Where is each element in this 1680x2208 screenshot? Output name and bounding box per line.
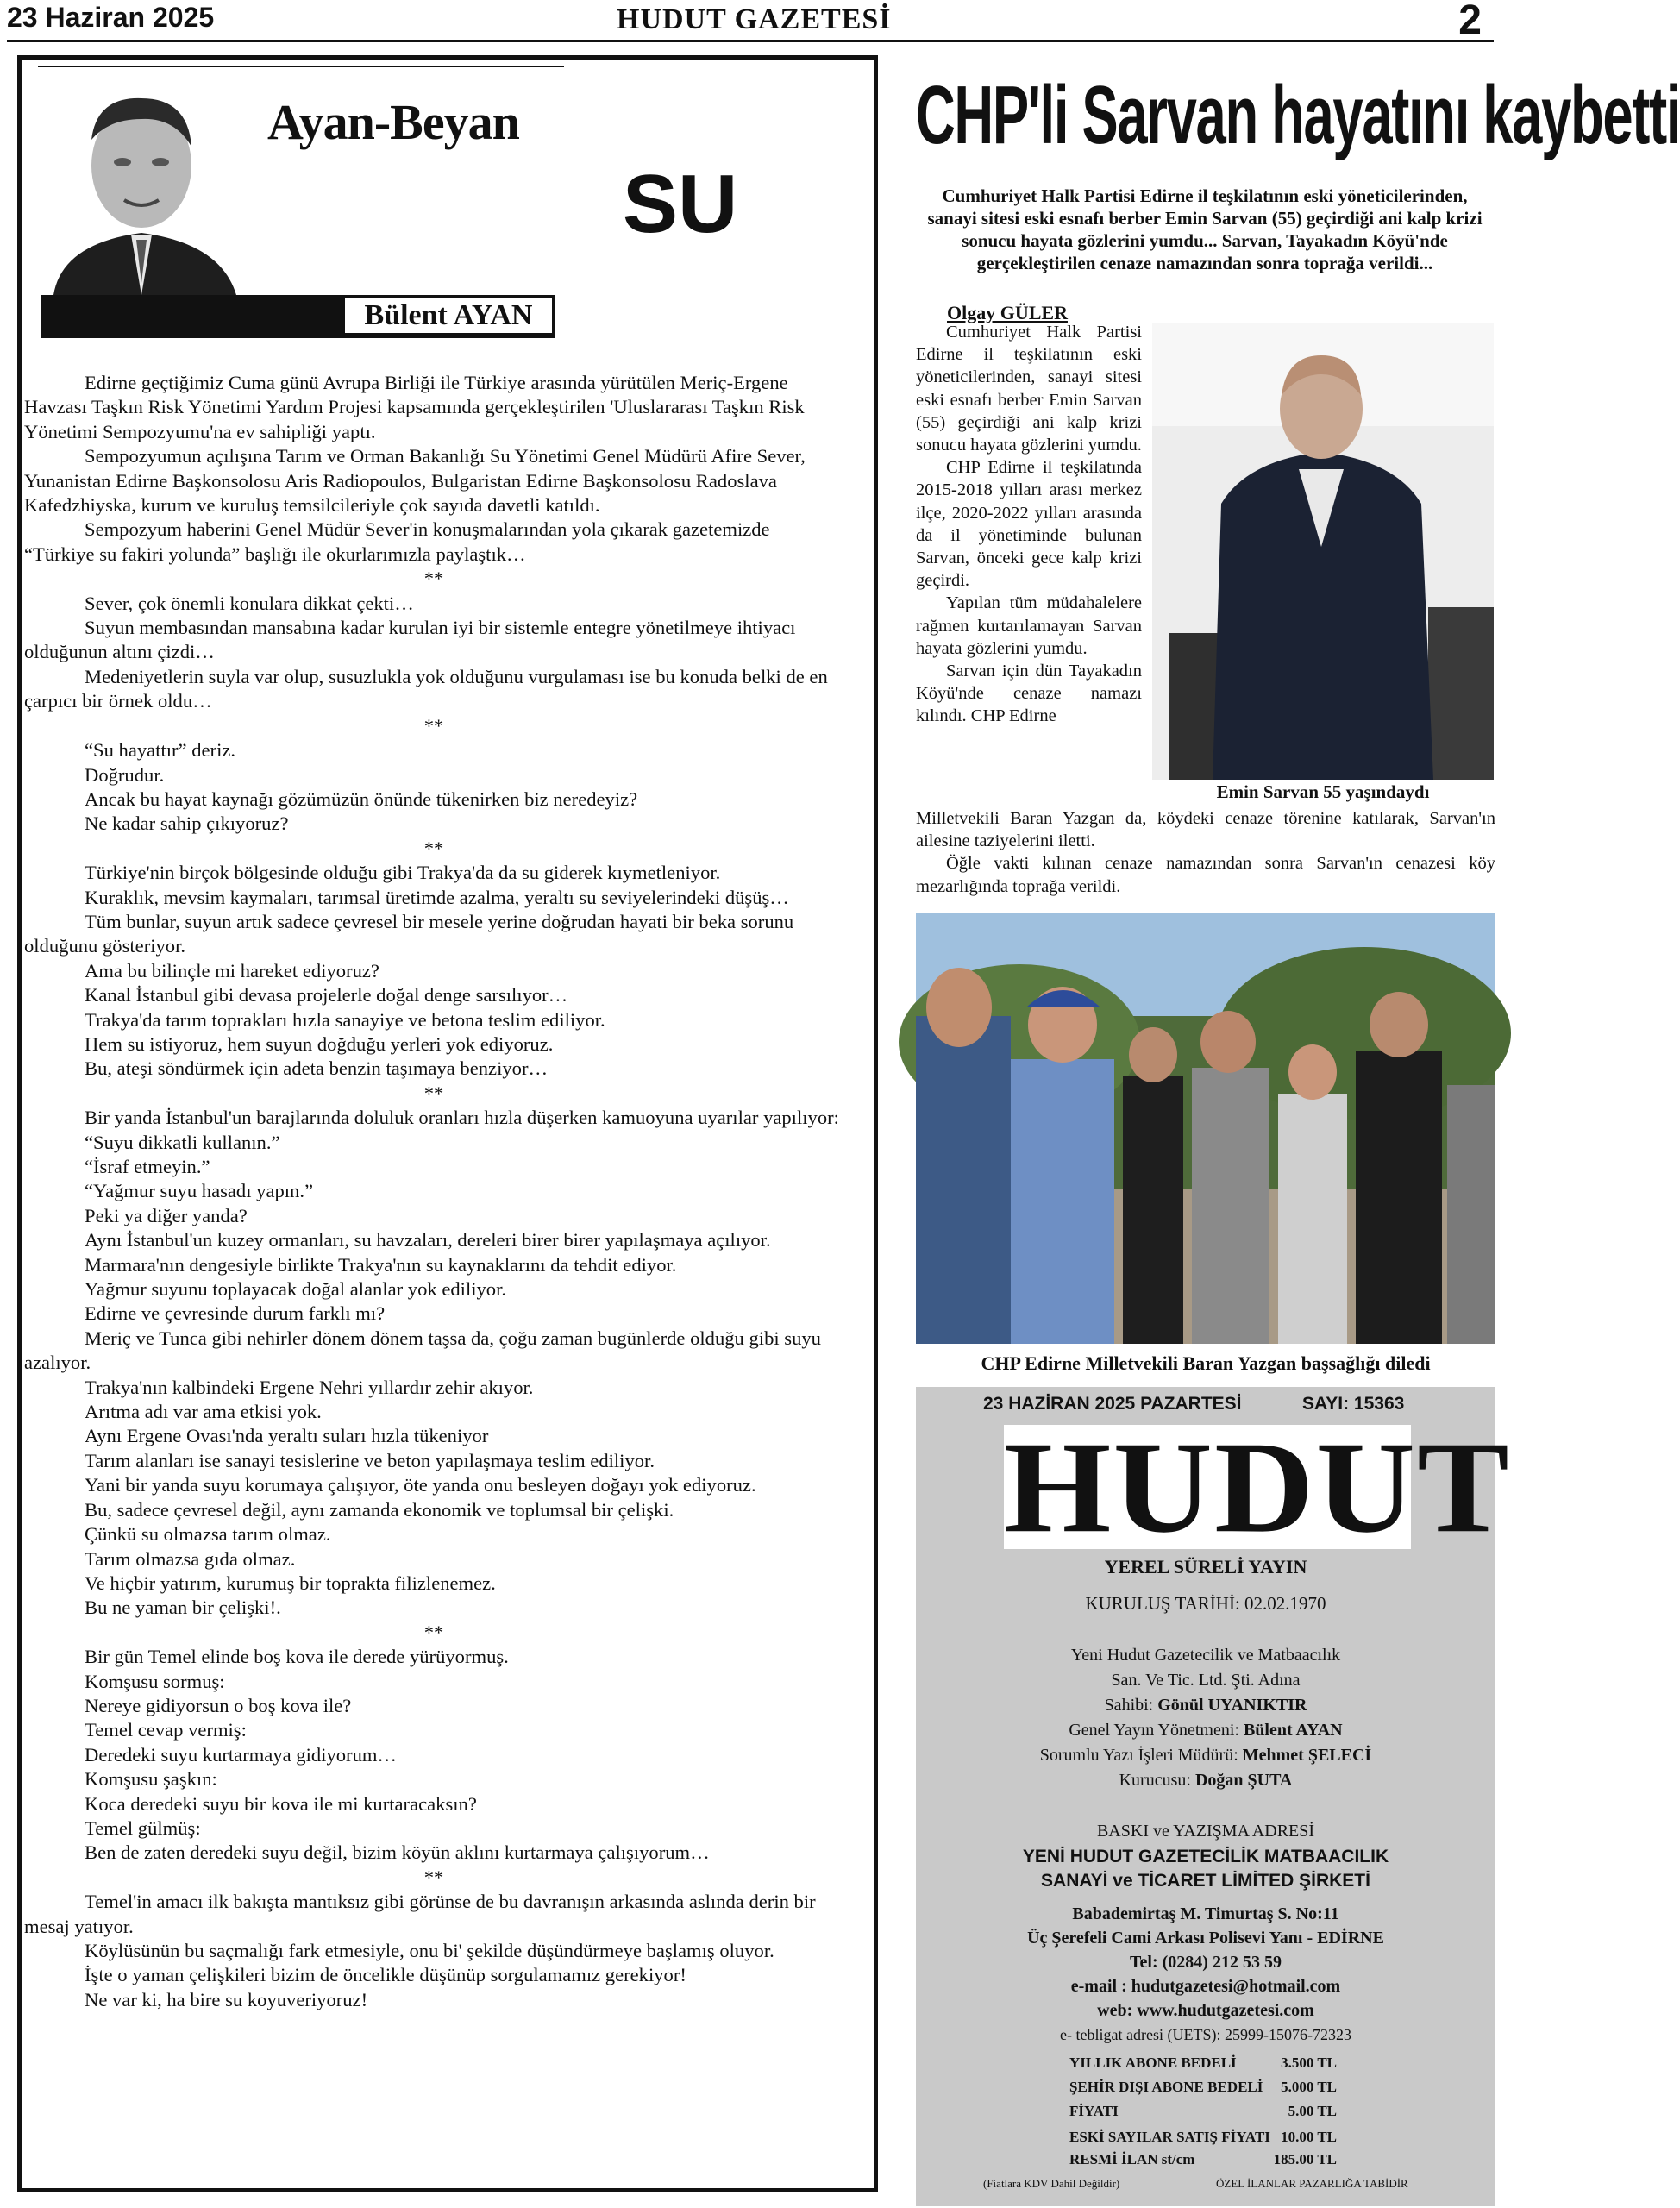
section-separator: ** <box>423 714 444 737</box>
column-paragraph: Trakya'nın kalbindeki Ergene Nehri yıllardır zehir akıyor. <box>85 1376 534 1398</box>
section-separator: ** <box>423 1621 444 1643</box>
imprint-issue-number: SAYI: 15363 <box>1302 1394 1405 1414</box>
column-paragraph: Yağmur suyunu toplayacak doğal alanlar yok ediliyor. <box>85 1278 507 1301</box>
news-paragraph: CHP Edirne il teşkilatında 2015-2018 yılları arası merkez ilçe, 2020-2022 yılları arasında da il yönetiminde bulunan Sarvan, önceki gece kalp krizi geçirdi. <box>916 458 1142 591</box>
fee-label: ESKİ SAYILAR SATIŞ FİYATI <box>1069 2129 1270 2145</box>
page-number: 2 <box>1458 0 1482 43</box>
imprint-email: e-mail : hudutgazetesi@hotmail.com <box>1070 1977 1341 1996</box>
column-paragraph: Meriç ve Tunca gibi nehirler dönem dönem taşsa da, çoğu zaman bugünlerde olduğu gibi suyu azalıyor. <box>24 1327 821 1374</box>
column-paragraph: Türkiye'nin birçok bölgesinde olduğu gibi Trakya'da da su giderek kıymetleniyor. <box>85 862 721 884</box>
photo-caption: Emin Sarvan 55 yaşındaydı <box>1216 781 1430 802</box>
column-paragraph: Medeniyetlerin suyla var olup, susuzlukla yok olduğunu vurgulaması ise bu konuda belki de en çarpıcı bir örnek oldu… <box>24 665 828 712</box>
column-paragraph: Temel cevap vermiş: <box>85 1719 247 1741</box>
imprint-type: YEREL SÜRELİ YAYIN <box>1104 1556 1307 1578</box>
column-paragraph: Ne var ki, ha bire su koyuveriyoruz! <box>85 1988 368 2010</box>
imprint-founder <box>916 1769 1495 1791</box>
imprint-founded: KURULUŞ TARİHİ: 02.02.1970 <box>1085 1593 1326 1614</box>
fee-label: RESMİ İLAN st/cm <box>1069 2151 1195 2167</box>
column-paragraph: Edirne ve çevresinde durum farklı mı? <box>85 1302 386 1325</box>
column-paragraph: “Yağmur suyu hasadı yapın.” <box>85 1180 314 1202</box>
column-paragraph: Ama bu bilinçle mi hareket ediyoruz? <box>85 959 379 982</box>
column-paragraph: Bir yanda İstanbul'un barajlarında doluluk oranları hızla düşerken kamuoyuna uyarılar yapılıyor: <box>85 1107 839 1129</box>
section-separator: ** <box>423 837 444 859</box>
photo-caption: CHP Edirne Milletvekili Baran Yazgan başsağlığı diledi <box>981 1352 1431 1374</box>
column-paragraph: Trakya'da tarım toprakları hızla sanayiye ve betona teslim ediliyor. <box>85 1008 605 1031</box>
imprint-logo: HUDUT <box>1004 1414 1511 1560</box>
column-paragraph: Aynı İstanbul'un kuzey ormanları, su havzaları, dereleri birer birer yapılaşmaya açılıyor. <box>85 1229 771 1251</box>
fee-value: 5.00 TL <box>1288 2103 1337 2119</box>
column-paragraph: Sempozyumun açılışına Tarım ve Orman Bakanlığı Su Yönetimi Genel Müdürü Afire Sever, Yunanistan Edirne Başkonsolosu Aris Radiopoulos, Bulgaristan Edirne Başkonsolosu Radoslava Kafedzhiyska, kurum ve kuruluş temsilcileriyle çok sayıda davetli katıldı. <box>24 445 806 517</box>
column-section-title: Ayan-Beyan <box>267 94 519 150</box>
label: Sahibi: <box>1104 1696 1158 1715</box>
author-name: Bülent AYAN <box>343 297 554 335</box>
imprint-press-name-2: SANAYİ ve TİCARET LİMİTED ŞİRKETİ <box>1041 1871 1370 1891</box>
section-separator: ** <box>423 1082 444 1104</box>
imprint-press-name: YENİ HUDUT GAZETECİLİK MATBAACILIK <box>1022 1847 1389 1866</box>
column-paragraph: Temel'in amacı ilk bakışta mantıksız gibi görünse de bu davranışın arkasında aslında derin bir mesaj yatıyor. <box>24 1891 816 1937</box>
column-paragraph: Nereye gidiyorsun o boş kova ile? <box>85 1694 352 1716</box>
fee-label: FİYATI <box>1069 2103 1119 2119</box>
owner-name: Gönül UYANIKTIR <box>1157 1696 1307 1715</box>
issue-date: 23 Haziran 2025 <box>7 2 215 33</box>
fee-value: 5.000 TL <box>1281 2079 1337 2095</box>
imprint-address-2: Üç Şerefeli Cami Arkası Polisevi Yanı - EDİRNE <box>1027 1929 1384 1948</box>
column-paragraph: Tarım olmazsa gıda olmaz. <box>85 1547 296 1570</box>
founder-name: Doğan ŞUTA <box>1194 1771 1293 1790</box>
column-paragraph: Köylüsünün bu saçmalığı fark etmesiyle, onu bi' şekilde düşündürmeye başlamış oluyor. <box>85 1940 774 1961</box>
editor-name: Bülent AYAN <box>1243 1721 1343 1740</box>
column-paragraph: Aynı Ergene Ovası'nda yeraltı suları hızla tükeniyor <box>85 1425 489 1447</box>
section-separator: ** <box>423 568 444 590</box>
news-photo-condolence <box>916 913 1495 1344</box>
label: Genel Yayın Yönetmeni: <box>1069 1721 1244 1740</box>
column-paragraph: Marmara'nın dengesiyle birlikte Trakya'nın su kaynaklarını da tehdit ediyor. <box>85 1253 677 1276</box>
column-paragraph: Bir gün Temel elinde boş kova ile derede yürüyormuş. <box>85 1646 509 1668</box>
column-paragraph: Temel gülmüş: <box>85 1816 201 1839</box>
section-separator: ** <box>423 1866 444 1888</box>
author-portrait <box>45 79 243 295</box>
imprint-address-title: BASKI ve YAZIŞMA ADRESİ <box>1096 1822 1315 1841</box>
imprint-vat-note: (Fiatlara KDV Dahil Değildir) <box>983 2177 1120 2190</box>
news-body-wide <box>916 807 1495 898</box>
column-paragraph: Arıtma adı var ama etkisi yok. <box>85 1401 322 1423</box>
column-paragraph: Bu ne yaman bir çelişki!. <box>85 1596 281 1619</box>
column-paragraph: Koca deredeki suyu bir kova ile mi kurtaracaksın? <box>85 1792 477 1815</box>
fee-label: YILLIK ABONE BEDELİ <box>1069 2054 1237 2071</box>
column-paragraph: Yani bir yanda suyu korumaya çalışıyor, öte yanda onu besleyen doğayı yok ediyoruz. <box>85 1474 756 1496</box>
column-paragraph: İşte o yaman çelişkileri bizim de öncelikle düşünüp sorgulamamız gerekiyor! <box>85 1964 686 1986</box>
masthead: HUDUT GAZETESİ <box>617 3 892 35</box>
news-paragraph: Cumhuriyet Halk Partisi Edirne il teşkilatının eski yöneticilerinden, sanayi sitesi eski esnafı berber Emin Sarvan (55) geçirdiği ani kalp krizi sonucu hayata gözlerini yumdu. <box>916 323 1142 455</box>
header-rule <box>7 40 1494 42</box>
news-paragraph: Yapılan tüm müdahalelere rağmen kurtarılamayan Sarvan hayata gözlerini yumdu. <box>916 593 1142 658</box>
column-top-rule <box>38 66 564 67</box>
column-paragraph: Doğrudur. <box>85 763 165 786</box>
imprint-phone: Tel: (0284) 212 53 59 <box>1130 1953 1282 1972</box>
column-paragraph: “İsraf etmeyin.” <box>85 1156 210 1177</box>
label: Kurucusu: <box>1119 1771 1195 1790</box>
column-paragraph: Ben de zaten deredeki suyu değil, bizim köyün aklını kurtarmaya çalışıyorum… <box>85 1841 710 1864</box>
news-byline: Olgay GÜLER <box>947 302 1068 323</box>
imprint-managing-editor <box>916 1744 1495 1766</box>
column-paragraph: Ve hiçbir yatırım, kurumuş bir toprakta filizlenemez. <box>85 1571 496 1594</box>
news-body-narrow <box>916 321 1142 728</box>
fee-label: ŞEHİR DIŞI ABONE BEDELİ <box>1069 2079 1263 2095</box>
news-paragraph: Öğle vakti kılınan cenaze namazından sonra Sarvan'ın cenazesi köy mezarlığında toprağa verildi. <box>916 854 1495 896</box>
imprint-company-sub: San. Ve Tic. Ltd. Şti. Adına <box>1111 1671 1301 1690</box>
column-paragraph: “Su hayattır” deriz. <box>85 739 236 762</box>
column-paragraph: Bu, sadece çevresel değil, aynı zamanda ekonomik ve toplumsal bir çelişki. <box>85 1498 674 1521</box>
news-paragraph: Milletvekili Baran Yazgan da, köydeki cenaze törenine katılarak, Sarvan'ın ailesine taziyelerini iletti. <box>916 809 1495 851</box>
imprint-editor <box>916 1719 1495 1741</box>
imprint-etebligat: e- tebligat adresi (UETS): 25999-15076-72323 <box>1060 2026 1351 2043</box>
column-paragraph: Suyun membasından mansabına kadar kurulan iyi bir sistemle entegre yönetilmeye ihtiyacı olduğunun altını çizdi… <box>24 617 796 663</box>
column-paragraph: Komşusu sormuş: <box>85 1670 225 1692</box>
column-paragraph: Sever, çok önemli konulara dikkat çekti… <box>85 592 414 614</box>
column-body <box>24 371 843 2012</box>
column-paragraph: Hem su istiyoruz, hem suyun doğduğu yerleri yok ediyoruz. <box>85 1032 554 1055</box>
column-paragraph: Peki ya diğer yanda? <box>85 1204 248 1226</box>
imprint-ads-note: ÖZEL İLANLAR PAZARLIĞA TABİDİR <box>1216 2177 1408 2190</box>
imprint-address: Babademirtaş M. Timurtaş S. No:11 <box>1072 1904 1339 1923</box>
article-title: SU <box>623 158 738 250</box>
news-paragraph: Sarvan için dün Tayakadın Köyü'nde cenaze namazı kılındı. CHP Edirne <box>916 662 1142 726</box>
fee-value: 3.500 TL <box>1281 2054 1337 2071</box>
column-paragraph: Komşusu şaşkın: <box>85 1768 217 1791</box>
news-photo-portrait <box>1152 323 1494 780</box>
news-spot: Cumhuriyet Halk Partisi Edirne il teşkilatının eski yöneticilerinden, sanayi sitesi eski esnafı berber Emin Sarvan (55) geçirdiği ani kalp krizi sonucu hayata gözlerini yumdu... Sarvan, Tayakadın Köyü'nde gerçekleştirilen cenaze namazından sonra toprağa verildi... <box>927 185 1483 273</box>
column-paragraph: Edirne geçtiğimiz Cuma günü Avrupa Birliği ile Türkiye arasında yürütülen Meriç-Ergene Havzası Taşkın Risk Yönetimi Yardım Projesi kapsamında gerçekleştirilen 'Uluslararası Taşkın Risk Yönetimi Sempozyumu'na ev sahipliği yaptı. <box>24 372 805 442</box>
managing-editor-name: Mehmet ŞELECİ <box>1242 1746 1372 1765</box>
news-headline: CHP'li Sarvan hayatını kaybetti <box>916 69 1680 161</box>
imprint-owner <box>916 1694 1495 1716</box>
column-paragraph: Tüm bunlar, suyun artık sadece çevresel bir mesele yerine doğrudan hayati bir beka sorunu olduğunu gösteriyor. <box>24 910 794 957</box>
column-paragraph: Tarım alanları ise sanayi tesislerine ve beton yapılaşmaya teslim ediliyor. <box>85 1449 655 1471</box>
column-paragraph: Çünkü su olmazsa tarım olmaz. <box>85 1523 331 1546</box>
imprint-issue-date: 23 HAZİRAN 2025 PAZARTESİ <box>983 1394 1242 1414</box>
column-paragraph: Kanal İstanbul gibi devasa projelerle doğal denge sarsılıyor… <box>85 984 568 1007</box>
column-paragraph: Sempozyum haberini Genel Müdür Sever'in konuşmalarından yola çıkarak gazetemizde “Türkiye su fakiri yolunda” başlığı ile okurlarımızla paylaştık… <box>24 518 770 565</box>
column-paragraph: Ne kadar sahip çıkıyoruz? <box>85 812 289 835</box>
column-paragraph: Ancak bu hayat kaynağı gözümüzün önünde tükenirken biz neredeyiz? <box>85 787 638 810</box>
column-paragraph: Deredeki suyu kurtarmaya gidiyorum… <box>85 1743 398 1766</box>
imprint-web: web: www.hudutgazetesi.com <box>1097 2001 1314 2020</box>
label: Sorumlu Yazı İşleri Müdürü: <box>1039 1746 1243 1765</box>
column-paragraph: Bu, ateşi söndürmek için adeta benzin taşımaya benziyor… <box>85 1057 549 1080</box>
imprint-company: Yeni Hudut Gazetecilik ve Matbaacılık <box>1070 1646 1341 1665</box>
fee-value: 185.00 TL <box>1273 2151 1337 2167</box>
column-paragraph: “Suyu dikkatli kullanın.” <box>85 1131 280 1153</box>
fee-value: 10.00 TL <box>1281 2129 1337 2145</box>
column-paragraph: Kuraklık, mevsim kaymaları, tarımsal üretimde azalma, yeraltı su seviyelerindeki düşüş… <box>85 886 789 908</box>
